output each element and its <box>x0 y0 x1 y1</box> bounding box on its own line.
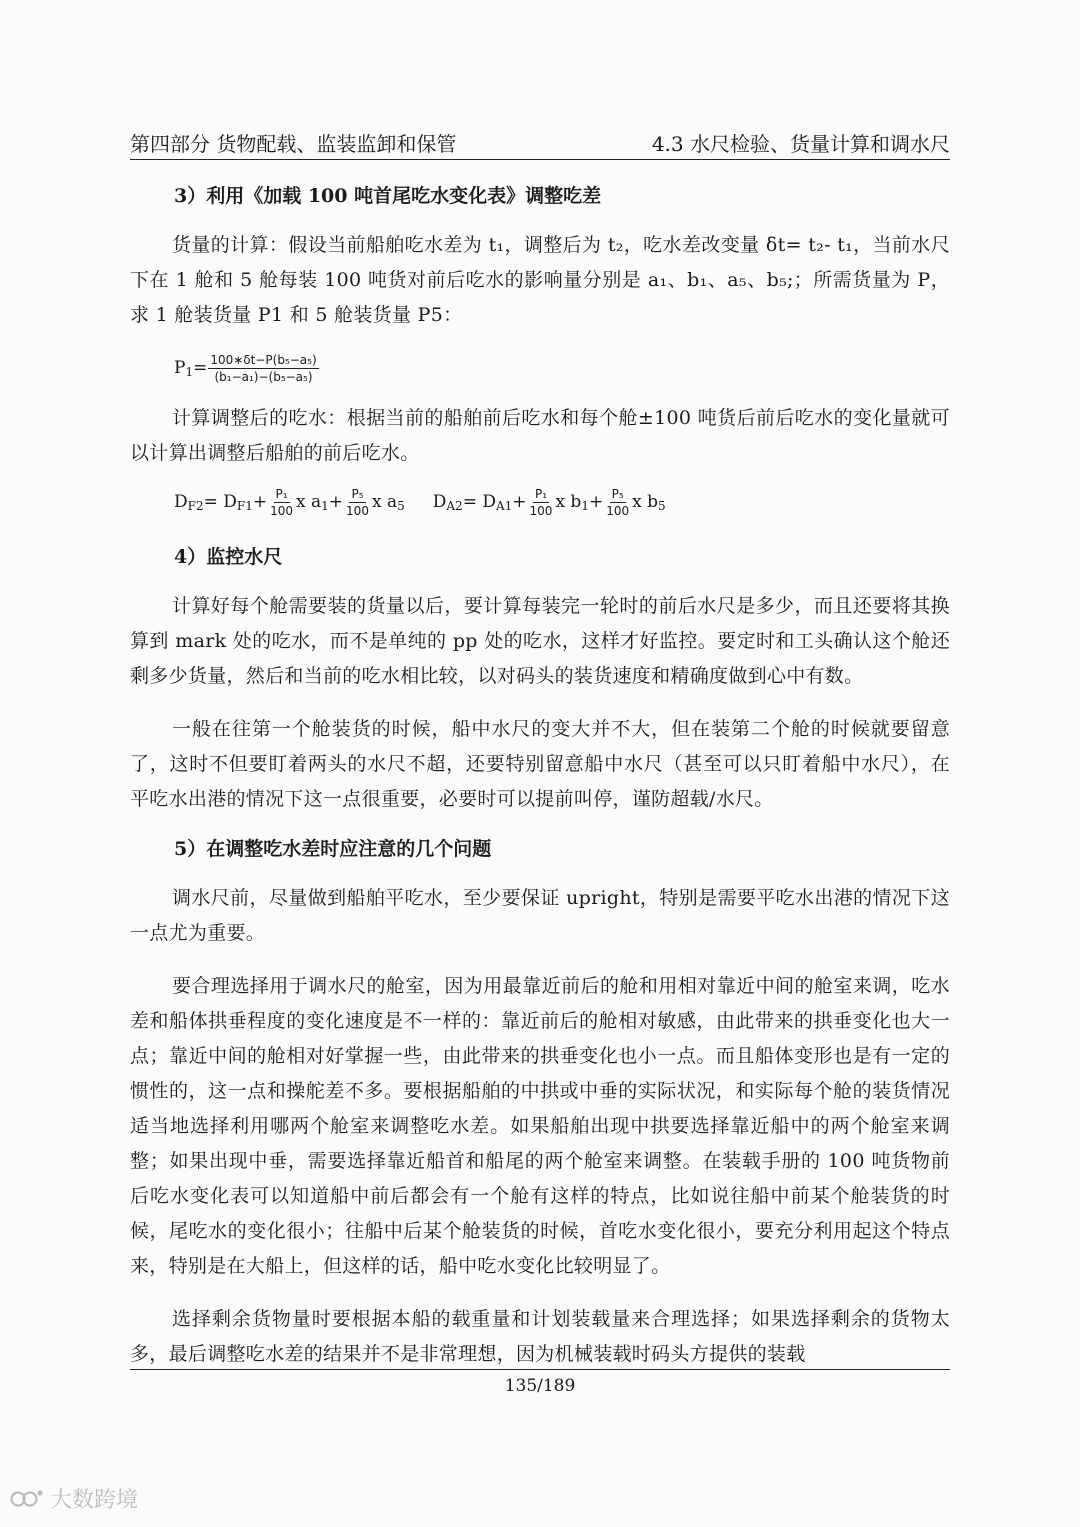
header-right: 4.3 水尺检验、货量计算和调水尺 <box>651 132 950 156</box>
section-4-title: 4）监控水尺 <box>174 546 283 568</box>
section-3-paragraph-2: 计算调整后的吃水：根据当前的船舶前后吃水和每个舱±100 吨货后前后吃水的变化量就可以计算出调整后船舶的前后吃水。 <box>130 407 950 464</box>
page-number: 135/189 <box>504 1376 576 1396</box>
section-3-paragraph-1: 货量的计算：假设当前船舶吃水差为 t₁，调整后为 t₂，吃水差改变量 δt= t₂- t₁，当前水尺下在 1 舱和 5 舱每装 100 吨货对前后吃水的影响量分别是 a₁、b₁、a₅、b₅;；所需货量为 P，求 1 舱装货量 P1 和 5 舱装货量 P5： <box>130 234 950 326</box>
watermark <box>10 1483 138 1514</box>
watermark-logo-icon <box>10 1488 44 1510</box>
section-3-title: 3）利用《加载 100 吨首尾吃水变化表》调整吃差 <box>174 185 602 207</box>
section-5-paragraph-1: 调水尺前，尽量做到船舶平吃水，至少要保证 upright，特别是需要平吃水出港的情况下这一点尤为重要。 <box>130 887 950 944</box>
section-5-paragraph-3: 选择剩余货物量时要根据本船的载重量和计划装载量来合理选择；如果选择剩余的货物太多，最后调整吃水差的结果并不是非常理想，因为机械装载时码头方提供的装载 <box>130 1308 950 1365</box>
header-left: 第四部分 货物配载、监装监卸和保管 <box>130 132 457 156</box>
formula-draft <box>130 471 950 533</box>
formula-p1-denominator: (b₁−a₁)−(b₅−a₅) <box>214 369 313 384</box>
formula-p1-fraction <box>208 353 318 384</box>
formula-p1-numerator: 100∗δt−P(b₅−a₅) <box>210 352 317 367</box>
footer-rule <box>130 1369 950 1370</box>
page-header <box>130 126 950 160</box>
formula-da2: $D_{A2}= D_{A1}+$ $\frac{\text{P₁}}{100}$ x $b_1+$ $\frac{\text{P₅}}{100}$ x $b_5$ <box>432 486 666 518</box>
section-4-paragraph-1: 计算好每个舱需要装的货量以后，要计算每装完一轮时的前后水尺是多少，而且还要将其换算到 mark 处的吃水，而不是单纯的 pp 处的吃水，这样才好监控。要定时和工头确认这个舱还剩多少货量，然后和当前的吃水相比较，以对码头的装货速度和精确度做到心中有数。 <box>130 595 950 687</box>
formula-p1-lhs: $P_1=$ <box>174 358 208 379</box>
section-4-paragraph-2: 一般在往第一个舱装货的时候，船中水尺的变大并不大，但在装第二个舱的时候就要留意了，这时不但要盯着两头的水尺不超，还要特别留意船中水尺（甚至可以只盯着船中水尺），在平吃水出港的情况下这一点很重要，必要时可以提前叫停，谨防超载/水尺。 <box>130 718 950 810</box>
section-5-title: 5）在调整吃水差时应注意的几个问题 <box>174 838 492 860</box>
formula-p1 <box>130 339 950 397</box>
formula-df2: $D_{F2}= D_{F1}+$ $\frac{\text{P₁}}{100}$ x $a_1+$ $\frac{\text{P₅}}{100}$ x $a_5$ <box>174 486 405 518</box>
page-body <box>130 178 950 1372</box>
section-5-paragraph-2: 要合理选择用于调水尺的舱室，因为用最靠近前后的舱和用相对靠近中间的舱室来调，吃水差和船体拱垂程度的变化速度是不一样的：靠近前后的舱相对敏感，由此带来的拱垂变化也大一点；靠近中间的舱相对好掌握一些，由此带来的拱垂变化也小一点。而且船体变形也是有一定的惯性的，这一点和操舵差不多。要根据船舶的中拱或中垂的实际状况，和实际每个舱的装货情况适当地选择利用哪两个舱室来调整吃水差。如果船舶出现中拱要选择靠近船中的两个舱室来调整；如果出现中垂，需要选择靠近船首和船尾的两个舱室来调整。在装载手册的 100 吨货物前后吃水变化表可以知道船中前后都会有一个舱有这样的特点，比如说往船中前某个舱装货的时候，尾吃水的变化很小；往船中后某个舱装货的时候，首吃水变化很小，要充分利用起这个特点来，特别是在大船上，但这样的话，船中吃水变化比较明显了。 <box>130 975 950 1277</box>
watermark-text: 大数跨境 <box>50 1488 139 1513</box>
